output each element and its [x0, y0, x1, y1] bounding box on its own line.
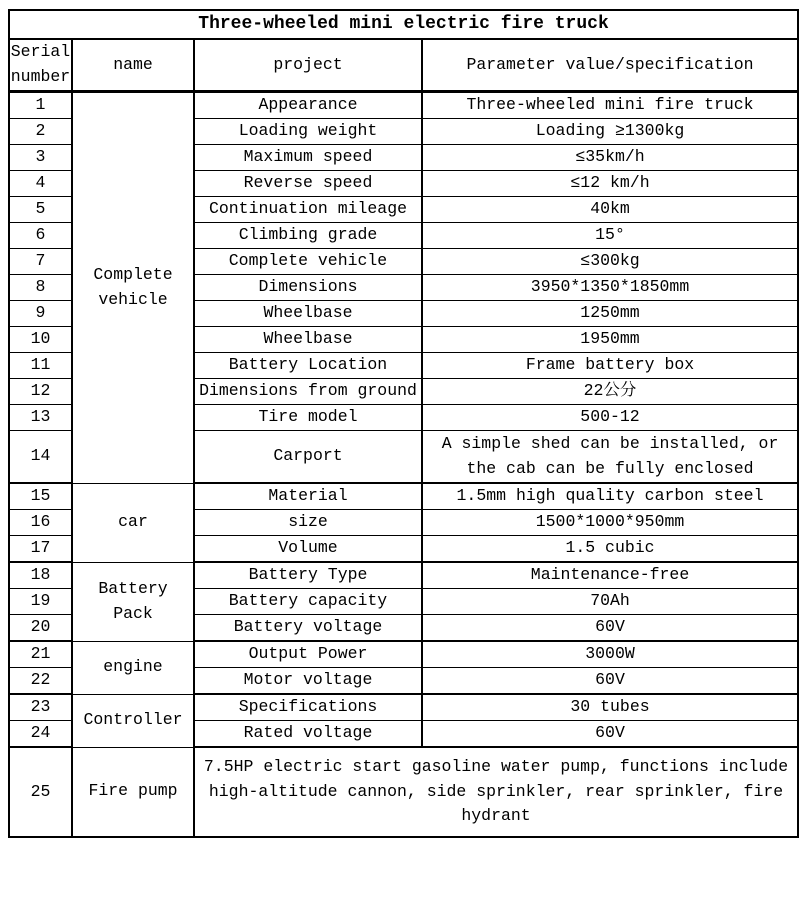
value-cell: 30 tubes — [422, 694, 798, 721]
serial-cell: 17 — [9, 536, 72, 563]
serial-cell: 24 — [9, 721, 72, 748]
serial-cell: 12 — [9, 379, 72, 405]
project-cell: Wheelbase — [194, 327, 422, 353]
serial-cell: 7 — [9, 249, 72, 275]
value-cell: ≤12 km/h — [422, 171, 798, 197]
header-name: name — [72, 39, 194, 92]
value-cell: 40km — [422, 197, 798, 223]
project-cell: Climbing grade — [194, 223, 422, 249]
project-cell: Battery capacity — [194, 589, 422, 615]
value-cell: 3950*1350*1850mm — [422, 275, 798, 301]
project-cell: Material — [194, 483, 422, 510]
group-name-cell: Complete vehicle — [72, 92, 194, 484]
value-cell: 1250mm — [422, 301, 798, 327]
serial-cell: 9 — [9, 301, 72, 327]
serial-cell: 5 — [9, 197, 72, 223]
value-cell: 1.5 cubic — [422, 536, 798, 563]
value-cell: 3000W — [422, 641, 798, 668]
serial-cell: 22 — [9, 668, 72, 695]
project-cell: Loading weight — [194, 119, 422, 145]
serial-cell: 21 — [9, 641, 72, 668]
serial-cell: 16 — [9, 510, 72, 536]
spec-table-body — [9, 92, 798, 838]
project-cell: Complete vehicle — [194, 249, 422, 275]
serial-cell: 1 — [9, 92, 72, 119]
serial-cell: 10 — [9, 327, 72, 353]
project-cell: Battery Location — [194, 353, 422, 379]
value-cell: 500-12 — [422, 405, 798, 431]
value-cell: 1950mm — [422, 327, 798, 353]
value-cell: 1500*1000*950mm — [422, 510, 798, 536]
value-cell: 22公分 — [422, 379, 798, 405]
project-cell: Output Power — [194, 641, 422, 668]
project-cell: Appearance — [194, 92, 422, 119]
project-cell: Rated voltage — [194, 721, 422, 748]
group-name-cell: car — [72, 483, 194, 562]
value-cell: ≤300kg — [422, 249, 798, 275]
serial-cell: 4 — [9, 171, 72, 197]
serial-cell: 13 — [9, 405, 72, 431]
value-cell: Three-wheeled mini fire truck — [422, 92, 798, 119]
value-cell: 1.5mm high quality carbon steel — [422, 483, 798, 510]
project-cell: Specifications — [194, 694, 422, 721]
project-cell: Tire model — [194, 405, 422, 431]
project-cell: Dimensions — [194, 275, 422, 301]
value-cell: 70Ah — [422, 589, 798, 615]
table-row — [9, 694, 798, 721]
serial-cell: 20 — [9, 615, 72, 642]
group-name-cell: Battery Pack — [72, 562, 194, 641]
serial-cell: 25 — [9, 747, 72, 837]
project-cell: Volume — [194, 536, 422, 563]
project-cell: Battery Type — [194, 562, 422, 589]
serial-cell: 19 — [9, 589, 72, 615]
table-row — [9, 562, 798, 589]
project-cell: Continuation mileage — [194, 197, 422, 223]
project-cell: Reverse speed — [194, 171, 422, 197]
table-row — [9, 92, 798, 119]
serial-cell: 8 — [9, 275, 72, 301]
project-cell: Maximum speed — [194, 145, 422, 171]
project-cell: Battery voltage — [194, 615, 422, 642]
value-cell: A simple shed can be installed, or the cab can be fully enclosed — [422, 431, 798, 484]
table-row — [9, 483, 798, 510]
spec-table — [8, 9, 799, 838]
header-row — [9, 39, 798, 92]
title-row — [9, 10, 798, 39]
serial-cell: 14 — [9, 431, 72, 484]
group-name-cell: engine — [72, 641, 194, 694]
value-cell: 60V — [422, 721, 798, 748]
serial-cell: 11 — [9, 353, 72, 379]
header-project: project — [194, 39, 422, 92]
value-cell: 60V — [422, 668, 798, 695]
table-row — [9, 641, 798, 668]
serial-cell: 15 — [9, 483, 72, 510]
project-cell: size — [194, 510, 422, 536]
group-name-cell: Fire pump — [72, 747, 194, 837]
header-serial-number: Serial number — [9, 39, 72, 92]
merged-description-cell: 7.5HP electric start gasoline water pump, functions include high-altitude cannon, side sprinkler, rear sprinkler, fire hydrant — [194, 747, 798, 837]
project-cell: Motor voltage — [194, 668, 422, 695]
group-name-cell: Controller — [72, 694, 194, 747]
project-cell: Dimensions from ground — [194, 379, 422, 405]
value-cell: 15° — [422, 223, 798, 249]
value-cell: Loading ≥1300kg — [422, 119, 798, 145]
serial-cell: 18 — [9, 562, 72, 589]
serial-cell: 6 — [9, 223, 72, 249]
table-row — [9, 747, 798, 837]
project-cell: Carport — [194, 431, 422, 484]
project-cell: Wheelbase — [194, 301, 422, 327]
value-cell: 60V — [422, 615, 798, 642]
value-cell: Maintenance-free — [422, 562, 798, 589]
header-parameter-value: Parameter value/specification — [422, 39, 798, 92]
serial-cell: 3 — [9, 145, 72, 171]
table-title: Three-wheeled mini electric fire truck — [9, 10, 798, 39]
value-cell: Frame battery box — [422, 353, 798, 379]
serial-cell: 2 — [9, 119, 72, 145]
serial-cell: 23 — [9, 694, 72, 721]
value-cell: ≤35km/h — [422, 145, 798, 171]
